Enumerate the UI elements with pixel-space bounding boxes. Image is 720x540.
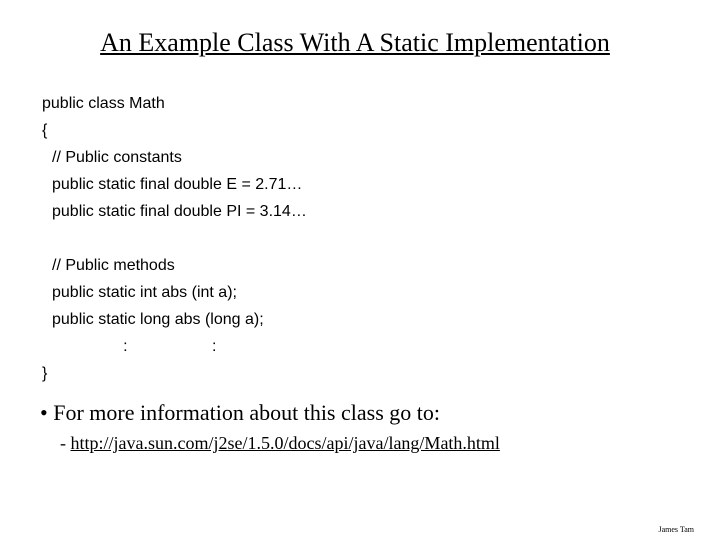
slide-title: An Example Class With A Static Implementation	[100, 28, 610, 57]
sub-bullet-dash: -	[60, 433, 71, 453]
link-line	[60, 433, 500, 454]
info-bullet: • For more information about this class go to:	[40, 400, 440, 425]
code-line-constant-e: public static final double E = 2.71…	[52, 176, 303, 193]
code-line-abs-long: public static long abs (long a);	[52, 311, 264, 328]
code-line-class-decl: public class Math	[42, 95, 165, 112]
code-line-abs-int: public static int abs (int a);	[52, 284, 237, 301]
code-line-comment-methods: // Public methods	[52, 257, 175, 274]
footer-author: James Tam	[658, 525, 694, 534]
code-line-comment-constants: // Public constants	[52, 149, 182, 166]
code-line-constant-pi: public static final double PI = 3.14…	[52, 203, 307, 220]
math-docs-link[interactable]: http://java.sun.com/j2se/1.5.0/docs/api/java/lang/Math.html	[70, 433, 500, 453]
code-block	[42, 90, 307, 387]
code-line-open-brace: {	[42, 122, 48, 139]
code-line-ellipsis: : :	[52, 338, 217, 355]
code-line-close-brace: }	[42, 365, 48, 382]
code-line-blank	[42, 225, 307, 252]
